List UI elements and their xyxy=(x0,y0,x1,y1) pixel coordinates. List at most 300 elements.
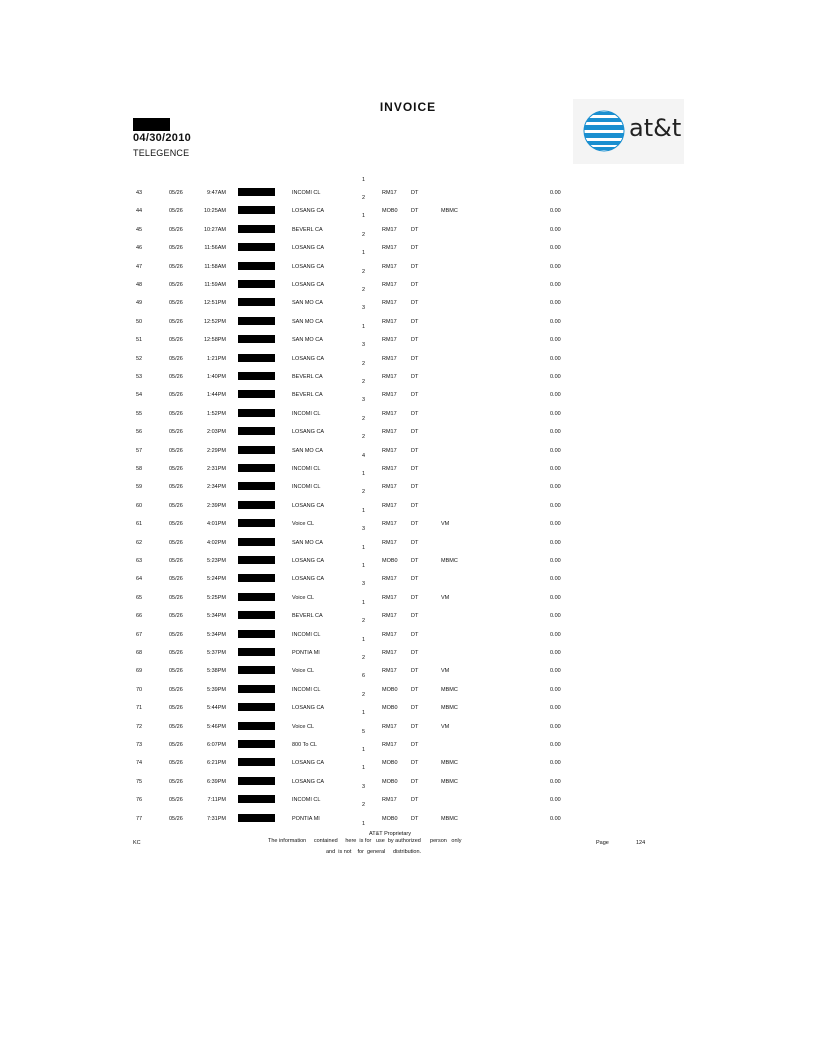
call-amount: 0.00 xyxy=(550,374,561,380)
call-date: 05/26 xyxy=(169,723,183,730)
call-date: 05/26 xyxy=(169,429,183,436)
call-location: LOSANG CA xyxy=(292,778,325,785)
rate-plan: RM17 xyxy=(382,502,397,509)
call-feature: VM xyxy=(441,723,450,730)
call-location: LOSANG CA xyxy=(292,760,325,767)
row-index: 52 xyxy=(136,355,143,362)
rate-plan: RM17 xyxy=(382,410,397,417)
call-location: BEVERL CA xyxy=(292,613,323,620)
call-time: 1:44PM xyxy=(207,392,226,399)
redacted-phone-number xyxy=(238,225,275,233)
call-amount: 0.00 xyxy=(550,318,561,325)
call-time: 11:59AM xyxy=(204,282,226,288)
table-row xyxy=(0,350,816,368)
call-location: LOSANG CA xyxy=(292,208,325,215)
call-location: PONTIA MI xyxy=(292,650,320,656)
duration-value: 3 xyxy=(362,342,366,349)
duration-value: 3 xyxy=(362,397,366,404)
call-time: 5:25PM xyxy=(207,594,226,601)
duration-value: 2 xyxy=(362,802,366,809)
redacted-phone-number xyxy=(238,188,275,196)
rate-plan: RM17 xyxy=(382,594,397,601)
call-location: 800 To CL xyxy=(292,742,317,748)
redacted-phone-number xyxy=(238,390,275,398)
table-row xyxy=(0,662,816,680)
footer-proprietary: AT&T Proprietary xyxy=(369,831,411,837)
duration-value: 1 xyxy=(362,710,366,717)
rate-plan: MOB0 xyxy=(382,208,398,215)
rate-period: DT xyxy=(411,502,419,509)
duration-value: 2 xyxy=(362,231,366,238)
row-index: 71 xyxy=(136,705,143,712)
duration-value: 1 xyxy=(362,250,366,257)
call-time: 4:02PM xyxy=(207,539,226,546)
call-time: 11:58AM xyxy=(204,263,226,270)
duration-value: 2 xyxy=(362,655,366,661)
redacted-phone-number xyxy=(238,722,275,730)
rate-plan: RM17 xyxy=(382,539,397,546)
row-index: 43 xyxy=(136,190,143,196)
redacted-phone-number xyxy=(238,574,275,582)
rate-period: DT xyxy=(411,300,419,307)
row-index: 46 xyxy=(136,245,143,252)
rate-plan: RM17 xyxy=(382,521,397,528)
call-date: 05/26 xyxy=(169,613,183,620)
call-amount: 0.00 xyxy=(550,410,561,417)
call-date: 05/26 xyxy=(169,337,183,344)
rate-period: DT xyxy=(411,576,419,583)
duration-value: 3 xyxy=(362,581,366,588)
duration-value: 1 xyxy=(362,636,366,643)
rate-plan: RM17 xyxy=(382,190,397,196)
duration-value: 1 xyxy=(362,599,366,606)
row-index: 69 xyxy=(136,668,143,675)
redacted-phone-number xyxy=(238,427,275,435)
duration-value: 1 xyxy=(362,765,366,772)
row-index: 64 xyxy=(136,576,143,583)
call-date: 05/26 xyxy=(169,631,183,638)
call-feature: MBMC xyxy=(441,686,458,693)
call-time: 6:39PM xyxy=(207,778,226,785)
table-row xyxy=(0,589,816,607)
redacted-phone-number xyxy=(238,611,275,619)
call-amount: 0.00 xyxy=(550,190,561,196)
call-time: 5:37PM xyxy=(207,650,226,656)
call-time: 12:51PM xyxy=(203,300,226,307)
call-date: 05/26 xyxy=(169,797,183,804)
rate-plan: RM17 xyxy=(382,668,397,675)
call-location: Voice CL xyxy=(292,594,315,601)
invoice-date: 04/30/2010 xyxy=(133,132,192,144)
call-location: LOSANG CA xyxy=(292,502,325,509)
rate-period: DT xyxy=(411,778,419,785)
call-time: 6:07PM xyxy=(207,742,226,748)
call-time: 5:34PM xyxy=(207,631,226,638)
call-date: 05/26 xyxy=(169,521,183,528)
call-amount: 0.00 xyxy=(550,355,561,362)
duration-value: 1 xyxy=(362,323,366,330)
redacted-phone-number xyxy=(238,482,275,490)
rate-period: DT xyxy=(411,705,419,712)
rate-plan: RM17 xyxy=(382,723,397,730)
call-time: 1:40PM xyxy=(207,374,226,380)
row-index: 60 xyxy=(136,502,143,509)
call-amount: 0.00 xyxy=(550,650,561,656)
rate-plan: RM17 xyxy=(382,631,397,638)
table-row xyxy=(0,239,816,257)
table-row xyxy=(0,478,816,496)
row-index: 70 xyxy=(136,686,143,693)
rate-period: DT xyxy=(411,668,419,675)
row-index: 68 xyxy=(136,650,143,656)
rate-period: DT xyxy=(411,374,419,380)
footer-disclaimer-line2: and is not for general distribution. xyxy=(326,849,422,855)
rate-period: DT xyxy=(411,815,419,822)
rate-period: DT xyxy=(411,521,419,528)
call-feature: MBMC xyxy=(441,208,458,215)
call-date: 05/26 xyxy=(169,410,183,417)
redacted-phone-number xyxy=(238,298,275,306)
table-row xyxy=(0,368,816,386)
invoice-title: INVOICE xyxy=(379,100,437,114)
duration-value: 1 xyxy=(362,544,366,551)
rate-period: DT xyxy=(411,797,419,804)
call-amount: 0.00 xyxy=(550,668,561,675)
rate-period: DT xyxy=(411,318,419,325)
rate-period: DT xyxy=(411,742,419,748)
rate-period: DT xyxy=(411,631,419,638)
redacted-phone-number xyxy=(238,538,275,546)
call-date: 05/26 xyxy=(169,190,183,196)
table-row xyxy=(0,699,816,717)
redacted-phone-number xyxy=(238,630,275,638)
rate-plan: RM17 xyxy=(382,650,397,656)
call-date: 05/26 xyxy=(169,705,183,712)
rate-plan: MOB0 xyxy=(382,558,398,564)
call-location: SAN MO CA xyxy=(292,337,323,344)
call-amount: 0.00 xyxy=(550,282,561,288)
call-location: Voice CL xyxy=(292,521,315,528)
table-row xyxy=(0,736,816,754)
call-feature: VM xyxy=(441,521,450,528)
rate-plan: MOB0 xyxy=(382,760,398,767)
call-date: 05/26 xyxy=(169,318,183,325)
table-row xyxy=(0,423,816,441)
rate-plan: RM17 xyxy=(382,742,397,748)
call-location: LOSANG CA xyxy=(292,263,325,270)
redacted-phone-number xyxy=(238,317,275,325)
row-index: 54 xyxy=(136,392,143,399)
call-location: BEVERL CA xyxy=(292,226,323,233)
rate-period: DT xyxy=(411,594,419,601)
call-location: LOSANG CA xyxy=(292,245,325,252)
table-row xyxy=(0,184,816,202)
call-location: LOSANG CA xyxy=(292,429,325,436)
call-location: INCOMI CL xyxy=(292,797,321,804)
rate-period: DT xyxy=(411,447,419,454)
rate-period: DT xyxy=(411,650,419,656)
call-amount: 0.00 xyxy=(550,576,561,583)
call-amount: 0.00 xyxy=(550,686,561,693)
call-amount: 0.00 xyxy=(550,521,561,528)
call-time: 9:47AM xyxy=(207,190,226,196)
call-amount: 0.00 xyxy=(550,705,561,712)
duration-value: 1 xyxy=(362,177,366,183)
call-feature: MBMC xyxy=(441,705,458,712)
rate-plan: RM17 xyxy=(382,466,397,472)
call-location: SAN MO CA xyxy=(292,447,323,454)
call-feature: MBMC xyxy=(441,558,458,564)
table-row xyxy=(0,791,816,809)
rate-plan: RM17 xyxy=(382,355,397,362)
call-amount: 0.00 xyxy=(550,797,561,804)
footer-disclaimer-line1: The information contained here is for use by authorized person only xyxy=(268,838,462,844)
call-time: 10:27AM xyxy=(203,226,226,233)
redacted-phone-number xyxy=(238,335,275,343)
duration-value: 1 xyxy=(362,820,366,827)
rate-plan: MOB0 xyxy=(382,705,398,712)
table-row xyxy=(0,442,816,460)
call-date: 05/26 xyxy=(169,558,183,564)
call-feature: MBMC xyxy=(441,760,458,767)
call-location: SAN MO CA xyxy=(292,539,323,546)
row-index: 63 xyxy=(136,558,143,564)
call-date: 05/26 xyxy=(169,263,183,270)
redacted-phone-number xyxy=(238,758,275,766)
call-time: 7:31PM xyxy=(207,815,226,822)
call-time: 2:31PM xyxy=(207,466,226,472)
call-date: 05/26 xyxy=(169,282,183,288)
company-name: TELEGENCE xyxy=(133,148,190,158)
rate-period: DT xyxy=(411,429,419,436)
call-feature: MBMC xyxy=(441,778,458,785)
call-time: 5:46PM xyxy=(207,723,226,730)
call-location: LOSANG CA xyxy=(292,576,325,583)
table-row xyxy=(0,754,816,772)
rate-plan: RM17 xyxy=(382,337,397,344)
rate-period: DT xyxy=(411,355,419,362)
call-location: BEVERL CA xyxy=(292,374,323,380)
call-location: Voice CL xyxy=(292,723,315,730)
call-date: 05/26 xyxy=(169,392,183,399)
table-row xyxy=(0,644,816,662)
rate-plan: RM17 xyxy=(382,447,397,454)
call-date: 05/26 xyxy=(169,594,183,601)
call-date: 05/26 xyxy=(169,686,183,693)
call-date: 05/26 xyxy=(169,245,183,252)
rate-period: DT xyxy=(411,226,419,233)
call-date: 05/26 xyxy=(169,760,183,767)
call-time: 7:11PM xyxy=(207,797,226,804)
call-date: 05/26 xyxy=(169,300,183,307)
call-amount: 0.00 xyxy=(550,300,561,307)
rate-plan: RM17 xyxy=(382,576,397,583)
redacted-phone-number xyxy=(238,464,275,472)
duration-value: 4 xyxy=(362,452,366,459)
call-date: 05/26 xyxy=(169,742,183,748)
page-number: 124 xyxy=(636,840,646,846)
redacted-phone-number xyxy=(238,814,275,822)
call-date: 05/26 xyxy=(169,374,183,380)
row-index: 58 xyxy=(136,466,143,472)
call-amount: 0.00 xyxy=(550,337,561,344)
rate-plan: RM17 xyxy=(382,613,397,620)
call-time: 2:03PM xyxy=(207,429,226,436)
call-location: LOSANG CA xyxy=(292,282,325,288)
call-location: SAN MO CA xyxy=(292,318,323,325)
call-location: INCOMI CL xyxy=(292,190,321,196)
rate-period: DT xyxy=(411,539,419,546)
row-index: 61 xyxy=(136,521,143,528)
call-location: SAN MO CA xyxy=(292,300,323,307)
table-row xyxy=(0,258,816,276)
table-row xyxy=(0,294,816,312)
duration-value: 1 xyxy=(362,507,366,514)
row-index: 47 xyxy=(136,263,143,270)
call-amount: 0.00 xyxy=(550,760,561,767)
table-row xyxy=(0,534,816,552)
call-location: INCOMI CL xyxy=(292,631,321,638)
page-label: Page xyxy=(596,840,609,846)
rate-period: DT xyxy=(411,190,419,196)
row-index: 67 xyxy=(136,631,143,638)
call-amount: 0.00 xyxy=(550,208,561,215)
row-index: 62 xyxy=(136,539,143,546)
call-amount: 0.00 xyxy=(550,613,561,620)
table-row xyxy=(0,607,816,625)
duration-value: 1 xyxy=(362,563,366,569)
call-amount: 0.00 xyxy=(550,815,561,822)
call-time: 2:34PM xyxy=(207,484,226,491)
rate-period: DT xyxy=(411,282,419,288)
rate-plan: RM17 xyxy=(382,374,397,380)
call-amount: 0.00 xyxy=(550,778,561,785)
att-logo xyxy=(573,99,684,164)
row-index: 76 xyxy=(136,797,143,804)
rate-period: DT xyxy=(411,245,419,252)
redacted-phone-number xyxy=(238,556,275,564)
rate-plan: RM17 xyxy=(382,300,397,307)
call-amount: 0.00 xyxy=(550,226,561,233)
rate-plan: MOB0 xyxy=(382,686,398,693)
att-logo-text: at&t xyxy=(629,114,682,142)
rate-period: DT xyxy=(411,263,419,270)
call-time: 5:44PM xyxy=(207,705,226,712)
rate-period: DT xyxy=(411,686,419,693)
call-time: 2:39PM xyxy=(207,502,226,509)
redacted-phone-number xyxy=(238,519,275,527)
call-date: 05/26 xyxy=(169,576,183,583)
duration-value: 1 xyxy=(362,747,366,753)
redacted-phone-number xyxy=(238,243,275,251)
duration-value: 3 xyxy=(362,305,366,312)
call-time: 5:24PM xyxy=(207,576,226,583)
row-index: 53 xyxy=(136,374,143,380)
duration-value: 1 xyxy=(362,471,366,477)
redacted-account-block xyxy=(133,118,170,131)
rate-period: DT xyxy=(411,392,419,399)
redacted-phone-number xyxy=(238,593,275,601)
duration-value: 2 xyxy=(362,268,366,275)
call-date: 05/26 xyxy=(169,778,183,785)
redacted-phone-number xyxy=(238,795,275,803)
call-location: INCOMI CL xyxy=(292,686,321,693)
redacted-phone-number xyxy=(238,262,275,270)
table-row xyxy=(0,386,816,404)
duration-value: 2 xyxy=(362,287,366,293)
call-amount: 0.00 xyxy=(550,466,561,472)
table-row xyxy=(0,276,816,294)
call-location: INCOMI CL xyxy=(292,484,321,491)
rate-plan: MOB0 xyxy=(382,815,398,822)
redacted-phone-number xyxy=(238,777,275,785)
redacted-phone-number xyxy=(238,206,275,214)
row-index: 75 xyxy=(136,778,143,785)
table-row xyxy=(0,515,816,533)
call-amount: 0.00 xyxy=(550,539,561,546)
row-index: 59 xyxy=(136,484,143,491)
duration-value: 5 xyxy=(362,728,366,735)
rate-plan: RM17 xyxy=(382,263,397,270)
call-date: 05/26 xyxy=(169,447,183,454)
duration-value: 3 xyxy=(362,783,366,790)
rate-plan: RM17 xyxy=(382,392,397,399)
call-time: 2:29PM xyxy=(207,447,226,454)
row-index: 72 xyxy=(136,723,143,730)
table-row xyxy=(0,202,816,220)
duration-value: 2 xyxy=(362,489,366,496)
call-amount: 0.00 xyxy=(550,742,561,748)
rate-plan: RM17 xyxy=(382,245,397,252)
call-time: 1:21PM xyxy=(207,355,226,362)
row-index: 49 xyxy=(136,300,143,307)
duration-value: 1 xyxy=(362,213,366,220)
row-index: 77 xyxy=(136,815,143,822)
call-feature: MBMC xyxy=(441,815,458,822)
row-index: 73 xyxy=(136,742,143,748)
rate-period: DT xyxy=(411,410,419,417)
call-time: 5:38PM xyxy=(207,668,226,675)
table-row xyxy=(0,313,816,331)
call-time: 1:52PM xyxy=(207,410,226,417)
call-time: 5:39PM xyxy=(207,686,226,693)
call-date: 05/26 xyxy=(169,539,183,546)
row-index: 45 xyxy=(136,226,143,233)
rate-plan: RM17 xyxy=(382,429,397,436)
call-amount: 0.00 xyxy=(550,429,561,436)
footer-code: KC xyxy=(133,840,141,846)
rate-period: DT xyxy=(411,484,419,491)
row-index: 48 xyxy=(136,282,143,288)
rate-period: DT xyxy=(411,613,419,620)
call-amount: 0.00 xyxy=(550,447,561,454)
rate-plan: RM17 xyxy=(382,318,397,325)
redacted-phone-number xyxy=(238,280,275,288)
rate-period: DT xyxy=(411,760,419,767)
call-time: 5:34PM xyxy=(207,613,226,620)
call-date: 05/26 xyxy=(169,502,183,509)
call-amount: 0.00 xyxy=(550,245,561,252)
redacted-phone-number xyxy=(238,666,275,674)
call-date: 05/26 xyxy=(169,650,183,656)
table-row xyxy=(0,626,816,644)
call-amount: 0.00 xyxy=(550,502,561,509)
call-date: 05/26 xyxy=(169,484,183,491)
rate-plan: RM17 xyxy=(382,226,397,233)
redacted-phone-number xyxy=(238,501,275,509)
row-index: 51 xyxy=(136,337,143,344)
rate-period: DT xyxy=(411,337,419,344)
